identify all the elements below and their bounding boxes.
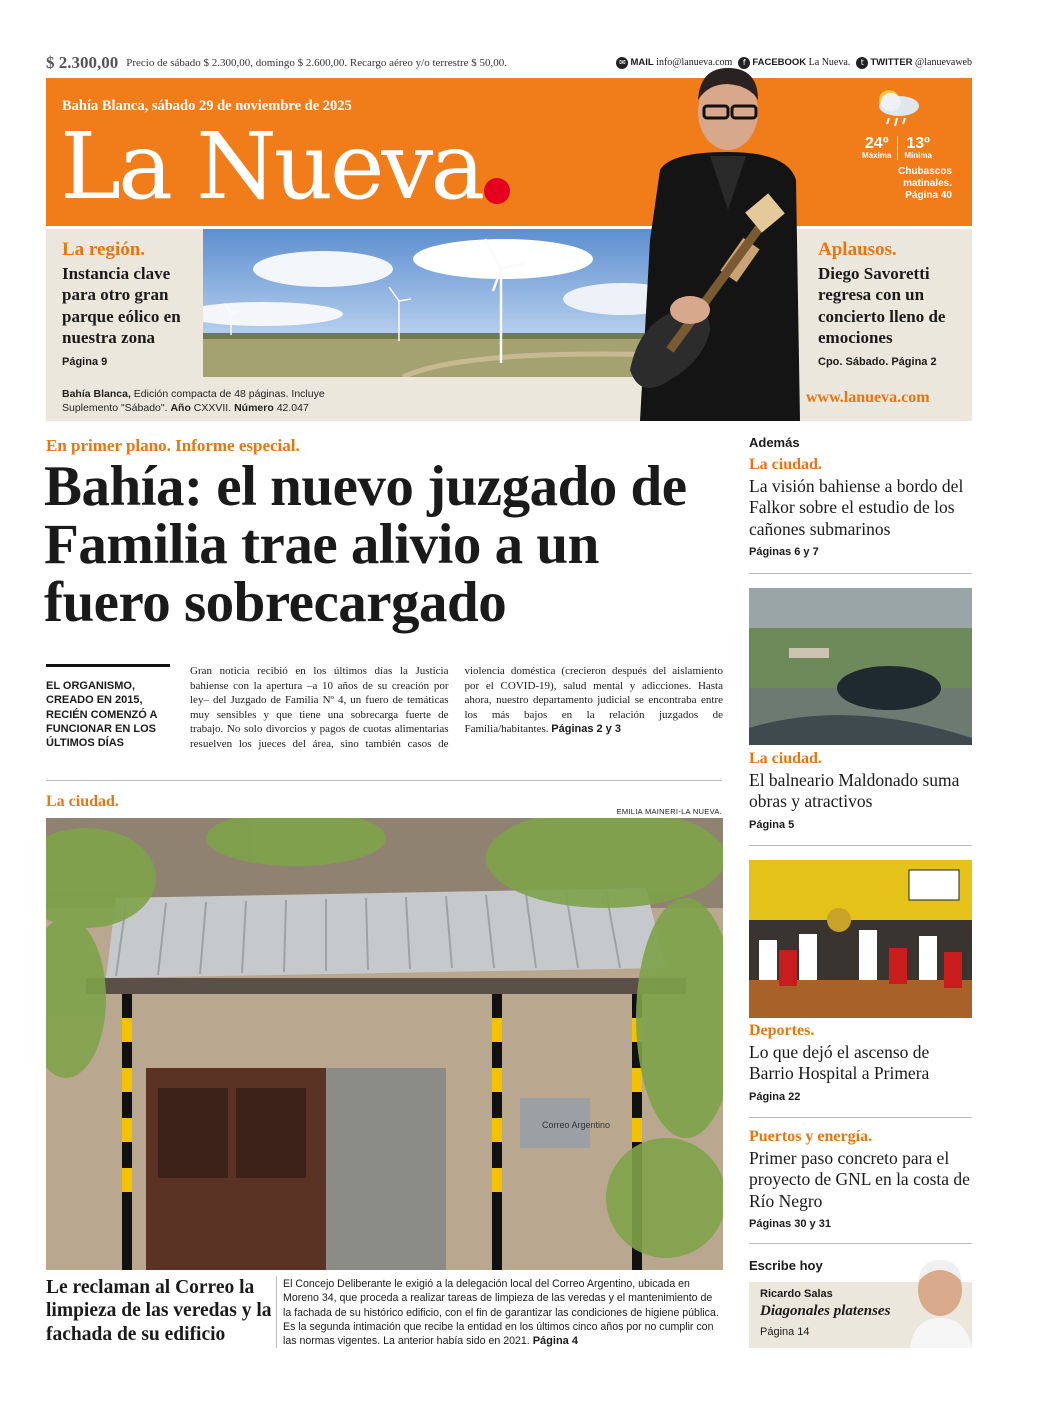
masthead [46, 78, 972, 226]
balneario-photo[interactable] [749, 588, 972, 745]
lead-deck: EL ORGANISMO, CREADO EN 2015, RECIÉN COMENZÓ A FUNCIONAR EN LOS ÚLTIMOS DÍAS [46, 680, 158, 750]
logo-dot [484, 178, 510, 204]
price: $ 2.300,00 [46, 53, 119, 72]
aplausos-teaser[interactable]: Aplausos. Diego Savoretti regresa con un concierto lleno de emociones Cpo. Sábado. Página 2 [818, 239, 958, 368]
sidebar-item-falkor[interactable]: La ciudad. La visión bahiense a bordo del Falkor sobre el estudio de los cañones submarinos Páginas 6 y 7 [749, 456, 964, 559]
correo-kicker: La ciudad. [46, 793, 119, 810]
correo-headline[interactable]: Le reclaman al Correo la limpieza de las veredas y la fachada de su edificio [46, 1277, 272, 1345]
aplausos-headline: Diego Savoretti regresa con un concierto lleno de emociones [818, 264, 946, 347]
twitter-icon: t [856, 57, 868, 69]
divider [749, 1243, 972, 1244]
lead-kicker: En primer plano. Informe especial. [46, 436, 300, 455]
lead-body: Gran noticia recibió en los últimos días la Justicia bahiense con la apertura –a 10 años de su creación por ley– del Juzgado de Familia Nº 4, un fuero de temáticas muy sensibles y que tiene una sobrecarga fuerte de trabajo. No solo divorcios y pagos de cuotas alimentarias resuelven los jueces del área, sino también casos de violencia doméstica (crecieron después del aislamiento por el COVID-19), salud mental y adicciones. Hasta ahora, nuestro departamento judicial se encontraba entre los más bajos en la relación juzgados de Familia/habitantes. Páginas 2 y 3 [190, 665, 723, 750]
lead-headline[interactable]: Bahía: el nuevo juzgado de Familia trae alivio a un fuero sobrecargado [44, 455, 687, 635]
sidebar-item-barrio-hospital[interactable]: Deportes. Lo que dejó el ascenso de Barrio Hospital a Primera Página 22 [749, 1022, 930, 1103]
column-title: Diagonales platenses [760, 1303, 891, 1319]
chat-icon: ✉ [616, 57, 628, 69]
weather-desc: Chubascos matinales. Página 40 [898, 166, 952, 201]
cloud-rain-icon [871, 86, 923, 130]
writer-label: Escribe hoy [749, 1258, 823, 1273]
lead-page-ref[interactable]: Páginas 2 y 3 [551, 723, 621, 736]
teaser-band [46, 229, 972, 421]
temp-min: 13º Mínima [904, 135, 932, 160]
date-line: Bahía Blanca, sábado 29 de noviembre de 2025 [62, 98, 352, 114]
top-info-bar [46, 52, 972, 74]
temp-max: 24º Máxima [862, 135, 892, 160]
correo-page-ref[interactable]: Página 4 [532, 1335, 578, 1348]
basketball-photo[interactable] [749, 860, 972, 1018]
edition-info: Bahía Blanca, Edición compacta de 48 páginas. Incluye Suplemento "Sábado". Año CXXVII. Número 42.047 [62, 388, 325, 415]
deck-rule [46, 664, 170, 667]
weather-box[interactable] [842, 86, 952, 202]
logo[interactable]: La Nueva [60, 113, 483, 220]
facebook-link[interactable]: f FACEBOOK La Nueva. [738, 57, 850, 69]
region-teaser[interactable]: La región. Instancia clave para otro gran parque eólico en nuestra zona Página 9 [62, 239, 202, 368]
musician-photo[interactable] [600, 60, 800, 421]
sidebar-item-gnl[interactable]: Puertos y energía. Primer paso concreto para el proyecto de GNL en la costa de Río Negro Páginas 30 y 31 [749, 1128, 970, 1231]
region-headline: Instancia clave para otro gran parque eólico en nuestra zona [62, 264, 181, 347]
writer-avatar [906, 1252, 972, 1348]
sidebar-label: Además [749, 435, 800, 450]
price-note: Precio de sábado $ 2.300,00, domingo $ 2.600,00. Recargo aéreo y/o terrestre $ 50,00. [126, 57, 507, 69]
website-link[interactable]: www.lanueva.com [806, 389, 930, 406]
correo-sign: Correo Argentino [542, 1120, 611, 1130]
divider [276, 1276, 277, 1348]
divider [749, 573, 972, 574]
correo-building-photo[interactable] [46, 818, 723, 1270]
divider [749, 845, 972, 846]
facebook-icon: f [738, 57, 750, 69]
correo-body: El Concejo Deliberante le exigió a la delegación local del Correo Argentino, ubicada en Moreno 34, que proceda a realizar tareas de limpieza de las veredas y el mantenimiento de la fachada de su histórico edificio, con el fin de garantizar las condiciones de higiene pública. Es la segunda intimación que recibe la entidad en los últimos cinco años por no cumplir con las normas vigentes. La anterior había sido en 2021. Página 4 [283, 1278, 719, 1348]
divider [46, 780, 722, 781]
twitter-link[interactable]: t TWITTER @lanuevaweb [856, 57, 972, 69]
divider [749, 1117, 972, 1118]
photo-credit: EMILIA MAINERI-LA NUEVA. [616, 807, 722, 816]
mail-link[interactable]: ✉ MAIL info@lanueva.com [616, 57, 732, 69]
writer-box[interactable]: Ricardo Salas Diagonales platenses Página 14 [749, 1282, 972, 1348]
sidebar-item-maldonado[interactable]: La ciudad. El balneario Maldonado suma obras y atractivos Página 5 [749, 750, 960, 831]
